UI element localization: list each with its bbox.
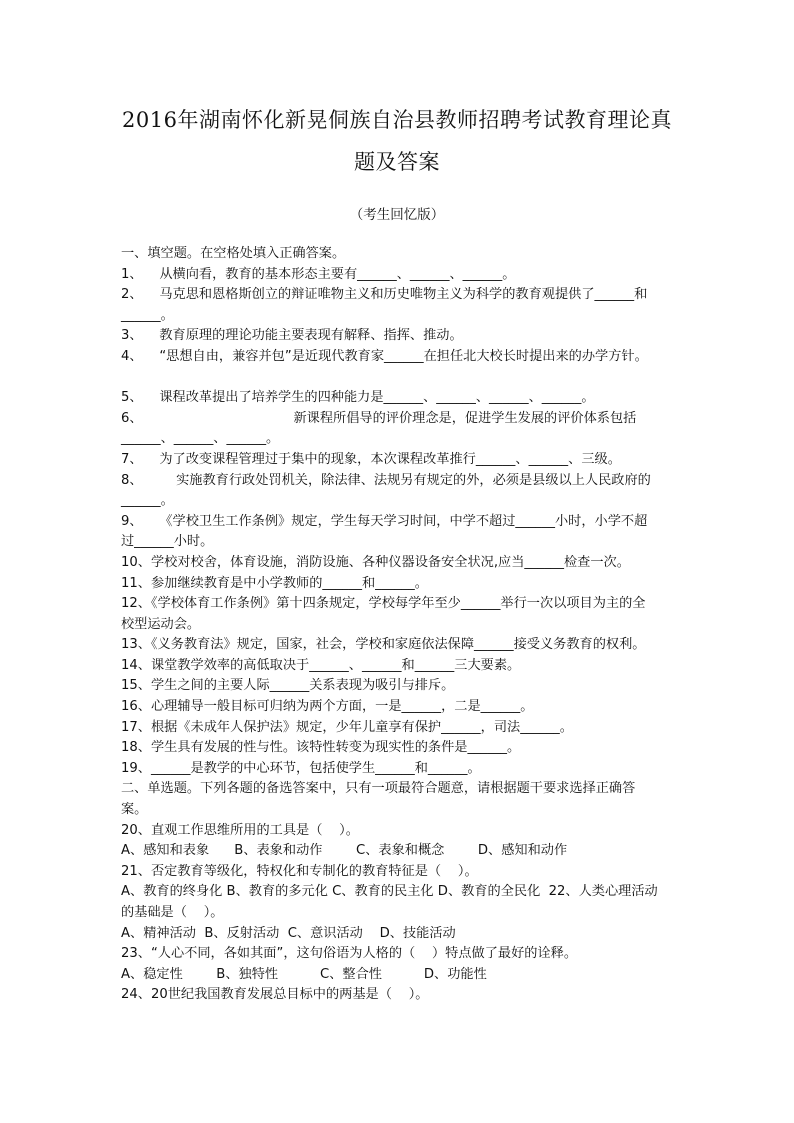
- question-18: 18、学生具有发展的性与性。该特性转变为现实性的条件是______。: [121, 740, 521, 756]
- question-9-cont: 过______小时。: [121, 534, 214, 550]
- question-22-cont: 的基础是（ ）。: [121, 905, 224, 920]
- question-6-cont: ______、______、______。: [121, 431, 280, 447]
- document-title-line-1: 2016年湖南怀化新晃侗族自治县教师招聘考试教育理论真: [122, 108, 672, 132]
- question-12-cont: 校型运动会。: [121, 616, 201, 632]
- question-21-options: A、教育的终身化 B、教育的多元化 C、教育的民主化 D、教育的全民化 22、人类心理活动: [121, 884, 658, 900]
- question-20: 20、直观工作思维所用的工具是（ ）。: [121, 822, 359, 838]
- section-heading-single-choice-cont: 案。: [121, 802, 148, 818]
- question-22-options: A、精神活动 B、反射活动 C、意识活动 D、技能活动: [121, 925, 456, 941]
- question-13: 13、《义务教育法》规定，国家，社会，学校和家庭依法保障______接受义务教育的权利。: [121, 637, 646, 653]
- document-body: [121, 244, 691, 1006]
- question-23: 23、“人心不同，各如其面”，这句俗语为人格的（ ）特点做了最好的诠释。: [121, 946, 578, 962]
- question-23-options: A、稳定性 B、独特性 C、整合性 D、功能性: [121, 966, 487, 982]
- document-subtitle: （考生回忆版）: [349, 207, 445, 223]
- question-8-cont: ______。: [121, 493, 174, 509]
- question-16: 16、心理辅导一般目标可归纳为两个方面，一是______，二是______。: [121, 699, 534, 715]
- question-4: 4、 “思想自由，兼容并包”是近现代教育家______在担任北大校长时提出来的办学方针。: [121, 348, 648, 364]
- section-heading-fill-in: 一、填空题。在空格处填入正确答案。: [121, 246, 346, 261]
- question-5: 5、 课程改革提出了培养学生的四种能力是______、______、______、______。: [121, 390, 595, 406]
- question-9: 9、 《学校卫生工作条例》规定，学生每天学习时间，中学不超过______小时，小学不超: [121, 513, 648, 529]
- question-2-cont: ______。: [121, 307, 174, 323]
- question-11: 11、参加继续教育是中小学教师的______和______。: [121, 575, 428, 591]
- question-17: 17、根据《未成年人保护法》规定，少年儿童享有保护______，司法______。: [121, 719, 573, 735]
- question-21: 21、否定教育等级化，特权化和专制化的教育特征是（ ）。: [121, 863, 478, 879]
- question-7: 7、 为了改变课程管理过于集中的现象，本次课程改革推行______、______、三级。: [121, 451, 621, 467]
- section-heading-single-choice: 二、单选题。下列各题的备选答案中，只有一项最符合题意，请根据题干要求选择正确答: [121, 781, 636, 797]
- question-6: 6、 新课程所倡导的评价理念是，促进学生发展的评价体系包括: [121, 410, 637, 426]
- document-title-line-2: 题及答案: [354, 150, 440, 174]
- question-19: 19、______是教学的中心环节，包括使学生______和______。: [121, 760, 481, 776]
- question-12: 12、《学校体育工作条例》第十四条规定，学校每学年至少______举行一次以项目为主的全: [121, 596, 646, 612]
- question-1: 1、 从横向看，教育的基本形态主要有______、______、______。: [121, 266, 516, 282]
- question-2: 2、 马克思和恩格斯创立的辩证唯物主义和历史唯物主义为科学的教育观提供了______和: [121, 287, 648, 303]
- question-24: 24、20世纪我国教育发展总目标中的两基是（ ）。: [121, 987, 429, 1003]
- question-14: 14、课堂教学效率的高低取决于______、______和______三大要素。: [121, 657, 521, 673]
- question-8: 8、 实施教育行政处罚机关，除法律、法规另有规定的外，必须是县级以上人民政府的: [121, 472, 651, 488]
- question-3: 3、 教育原理的理论功能主要表现有解释、指挥、推动。: [121, 328, 463, 344]
- blank-line: [121, 368, 691, 389]
- question-10: 10、学校对校舍，体育设施，消防设施、各种仪器设备安全状况,应当______检查一次。: [121, 554, 630, 570]
- question-15: 15、学生之间的主要人际______关系表现为吸引与排斥。: [121, 678, 455, 694]
- question-20-options: A、感知和表象 B、表象和动作 C、表象和概念 D、感知和动作: [121, 843, 568, 859]
